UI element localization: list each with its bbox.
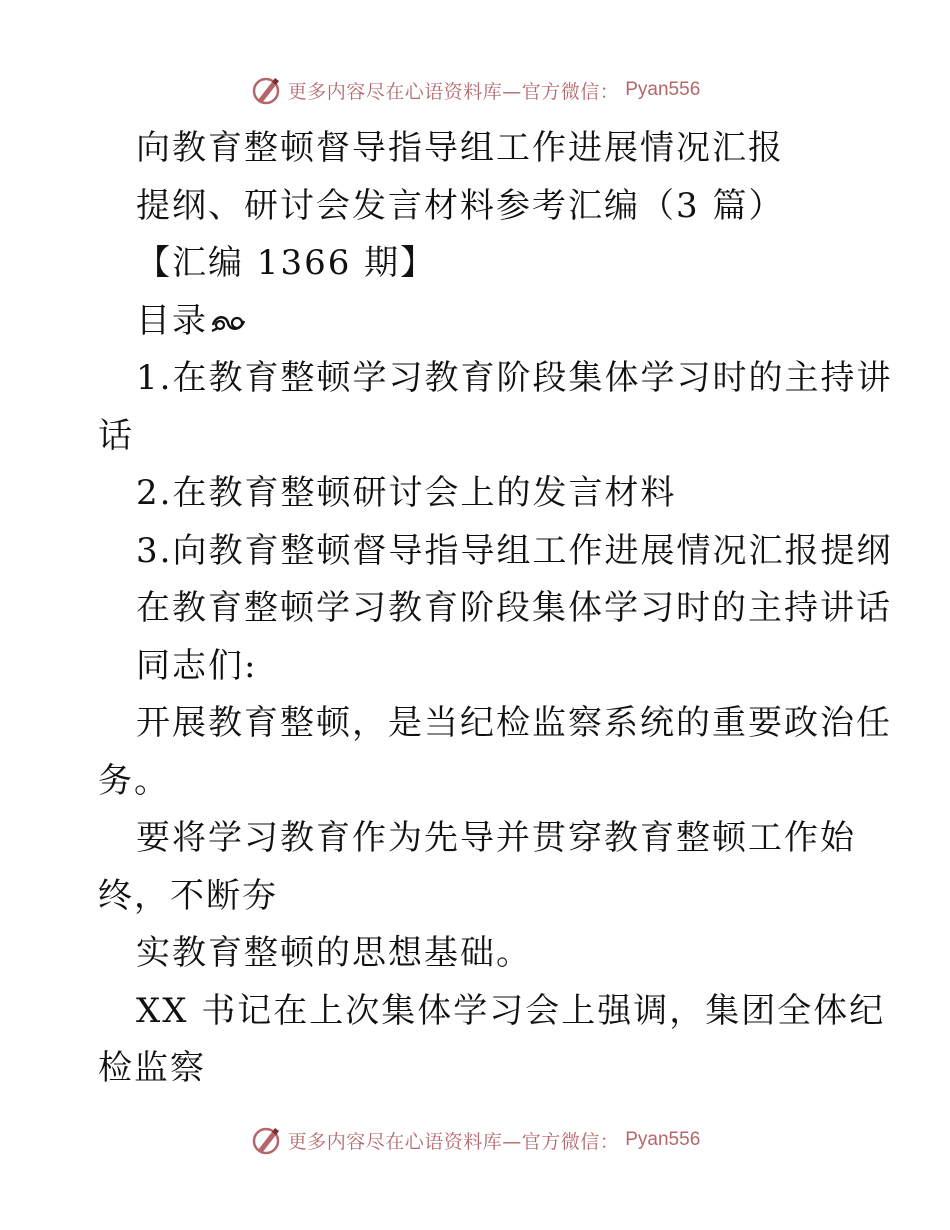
pen-logo-icon (250, 74, 282, 106)
paragraph-2-continued: 终，不断夯 (98, 875, 278, 916)
document-title-line-1: 向教育整顿督导指导组工作进展情况汇报 (136, 128, 784, 168)
issue-number: 【汇编 1366 期】 (136, 243, 437, 283)
banner-wechat-id: Pyan556 (625, 79, 701, 100)
paragraph-2-continued-2: 实教育整顿的思想基础。 (136, 933, 532, 973)
paragraph-1-continued: 务。 (98, 760, 170, 801)
paragraph-3-continued: 检监察 (98, 1048, 206, 1088)
toc-heading-row (98, 293, 858, 351)
document-body (98, 120, 893, 1098)
paragraph-1: 开展教育整顿，是当纪检监察系统的重要政治任 (136, 703, 892, 743)
ornament-icon (210, 311, 248, 335)
paragraph-2: 要将学习教育作为先导并贯穿教育整顿工作始 (136, 818, 856, 858)
document-title-line-2: 提纲、研讨会发言材料参考汇编（3 篇） (136, 185, 785, 226)
paragraph-3: XX 书记在上次集体学习会上强调，集团全体纪 (136, 990, 886, 1031)
section-title: 在教育整顿学习教育阶段集体学习时的主持讲话 (136, 588, 892, 628)
banner-text: 更多内容尽在心语资料库—官方微信： (287, 80, 620, 103)
pen-logo-icon (250, 1124, 282, 1156)
toc-item-3: 3.向教育整顿督导指导组工作进展情况汇报提纲 (136, 530, 893, 571)
toc-item-1: 1.在教育整顿学习教育阶段集体学习时的主持讲 (136, 358, 893, 398)
toc-heading: 目录 (136, 300, 208, 341)
header-banner (0, 70, 950, 110)
footer-banner (0, 1120, 950, 1160)
banner-wechat-id: Pyan556 (625, 1129, 701, 1150)
toc-item-1-continued: 话 (98, 415, 134, 456)
salutation: 同志们: (136, 645, 258, 686)
banner-text: 更多内容尽在心语资料库—官方微信： (287, 1130, 620, 1153)
toc-item-2: 2.在教育整顿研讨会上的发言材料 (136, 473, 677, 513)
